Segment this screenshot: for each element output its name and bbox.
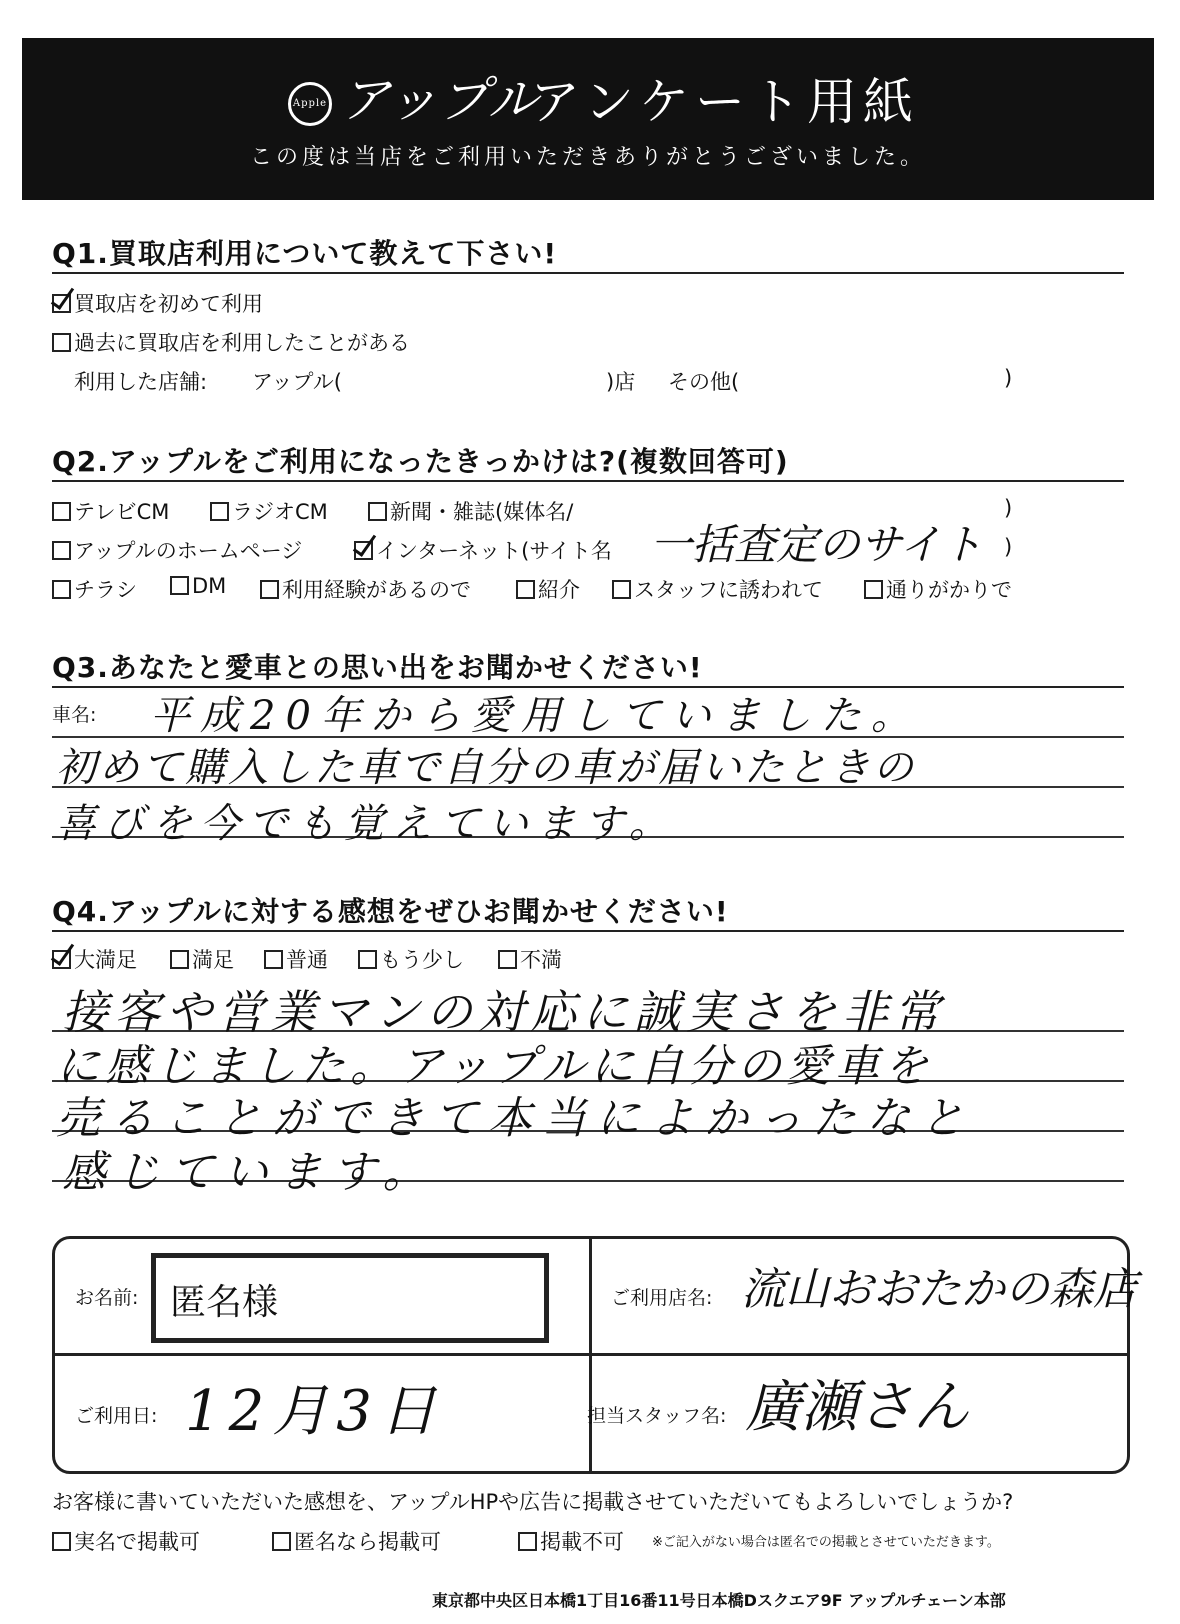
checkbox-icon[interactable] <box>52 333 71 352</box>
q2-option-dm[interactable]: DM <box>170 574 226 598</box>
checkbox-checked-icon[interactable] <box>354 541 373 560</box>
q4-comment-line-2: に感じました。アップルに自分の愛車を <box>56 1041 934 1092</box>
q2-rule <box>52 480 1124 482</box>
q4-title: Q4.アップルに対する感想をぜひお聞かせください! <box>52 895 729 928</box>
q2-option-internet[interactable]: インターネット(サイト名 <box>354 535 612 565</box>
date-value: 12月3日 <box>185 1379 444 1444</box>
q2-option-experience[interactable]: 利用経験があるので <box>260 574 471 604</box>
q3-memory-line-2: 初めて購入した車で自分の車が届いたときの <box>56 745 916 791</box>
checkbox-icon[interactable] <box>170 576 189 595</box>
q1-option-first-time[interactable]: 買取店を初めて利用 <box>52 288 263 318</box>
q3-car-label: 車名: <box>52 704 97 726</box>
checkbox-icon[interactable] <box>272 1532 291 1551</box>
q2-title: Q2.アップルをご利用になったきっかけは?(複数回答可) <box>52 445 789 478</box>
q3-memory-line-1: 平成20年から愛用していました。 <box>150 693 921 739</box>
checkbox-icon[interactable] <box>368 502 387 521</box>
checkbox-icon[interactable] <box>358 950 377 969</box>
q4-option-fair[interactable]: もう少し <box>358 944 464 974</box>
checkbox-checked-icon[interactable] <box>52 950 71 969</box>
q4-comment-line-4: 感じています。 <box>62 1147 437 1198</box>
q4-option-satisfied[interactable]: 満足 <box>170 944 234 974</box>
page-title: アンケート用紙 <box>530 73 919 131</box>
checkbox-checked-icon[interactable] <box>52 294 71 313</box>
q4-comment-line-1: 接客や営業マンの対応に誠実さを非常 <box>62 985 946 1039</box>
checkbox-icon[interactable] <box>516 580 535 599</box>
q4-option-dissatisfied[interactable]: 不満 <box>498 944 562 974</box>
q4-option-very-satisfied[interactable]: 大満足 <box>52 944 137 974</box>
checkbox-icon[interactable] <box>52 580 71 599</box>
customer-info-grid <box>52 1236 1137 1474</box>
consent-option-anonymous[interactable]: 匿名なら掲載可 <box>272 1526 441 1556</box>
q1-store-suffix: )店 <box>606 370 636 394</box>
q1-rule <box>52 272 1124 274</box>
brand-logo <box>288 60 539 132</box>
survey-header <box>22 38 1154 200</box>
q2-option-referral[interactable]: 紹介 <box>516 574 580 604</box>
checkbox-icon[interactable] <box>210 502 229 521</box>
q1-store-label: 利用した店舗: <box>74 370 208 394</box>
checkbox-icon[interactable] <box>498 950 517 969</box>
q1-option-past-use[interactable]: 過去に買取店を利用したことがある <box>52 327 410 357</box>
apple-logo-icon: Apple <box>288 82 332 126</box>
q2-option-newspaper[interactable]: 新聞・雑誌(媒体名/ <box>368 496 573 526</box>
checkbox-icon[interactable] <box>52 502 71 521</box>
brand-name: アップル <box>340 71 539 129</box>
checkbox-icon[interactable] <box>260 580 279 599</box>
q4-comment-line-3: 売ることができて本当によかったなと <box>56 1093 974 1144</box>
q2-option-flyer[interactable]: チラシ <box>52 574 137 604</box>
q3-title: Q3.あなたと愛車との思い出をお聞かせください! <box>52 651 703 684</box>
q4-rule <box>52 930 1124 932</box>
checkbox-icon[interactable] <box>612 580 631 599</box>
store-name-label: ご利用店名: <box>611 1287 713 1309</box>
q2-option-passing[interactable]: 通りがかりで <box>864 574 1012 604</box>
q2-option-radio[interactable]: ラジオCM <box>210 496 328 526</box>
consent-option-no-publish[interactable]: 掲載不可 <box>518 1526 624 1556</box>
consent-option-real-name[interactable]: 実名で掲載可 <box>52 1526 200 1556</box>
grid-horizontal-divider <box>55 1353 1127 1356</box>
staff-label: 担当スタッフ名: <box>587 1405 727 1427</box>
name-label: お名前: <box>75 1287 139 1309</box>
q1-store-apple: アップル( <box>252 370 342 394</box>
q3-memory-line-3: 喜びを今でも覚えています。 <box>56 801 677 847</box>
checkbox-icon[interactable] <box>264 950 283 969</box>
company-address: 東京都中央区日本橋1丁目16番11号日本橋Dスクエア9F アップルチェーン本部 <box>432 1591 1006 1610</box>
checkbox-icon[interactable] <box>52 1532 71 1551</box>
consent-question: お客様に書いていただいた感想を、アップルHPや広告に掲載させていただいてもよろしいでしょうか? <box>52 1490 1014 1514</box>
q2-option-tv[interactable]: テレビCM <box>52 496 169 526</box>
q1-title: Q1.買取店利用について教えて下さい! <box>52 237 558 270</box>
checkbox-icon[interactable] <box>52 541 71 560</box>
date-label: ご利用日: <box>75 1405 158 1427</box>
q2-option-homepage[interactable]: アップルのホームページ <box>52 535 302 565</box>
q2-row2-close: ) <box>1004 535 1013 559</box>
name-field[interactable]: 匿名様 <box>151 1253 549 1343</box>
q2-row1-close: ) <box>1004 496 1013 520</box>
checkbox-icon[interactable] <box>864 580 883 599</box>
checkbox-icon[interactable] <box>518 1532 537 1551</box>
page-subtitle: この度は当店をご利用いただきありがとうございました。 <box>249 145 926 170</box>
checkbox-icon[interactable] <box>170 950 189 969</box>
q1-store-other: その他( <box>668 370 740 394</box>
staff-value: 廣瀬さん <box>745 1375 969 1440</box>
q2-site-name-handwritten: 一括査定のサイト <box>650 520 984 569</box>
q4-option-normal[interactable]: 普通 <box>264 944 328 974</box>
q2-option-staff[interactable]: スタッフに誘われて <box>612 574 823 604</box>
q1-store-close: ) <box>1004 366 1013 390</box>
store-name-value: 流山おおたかの森店 <box>741 1264 1137 1315</box>
consent-note: ※ご記入がない場合は匿名での掲載とさせていただきます。 <box>652 1535 1000 1550</box>
